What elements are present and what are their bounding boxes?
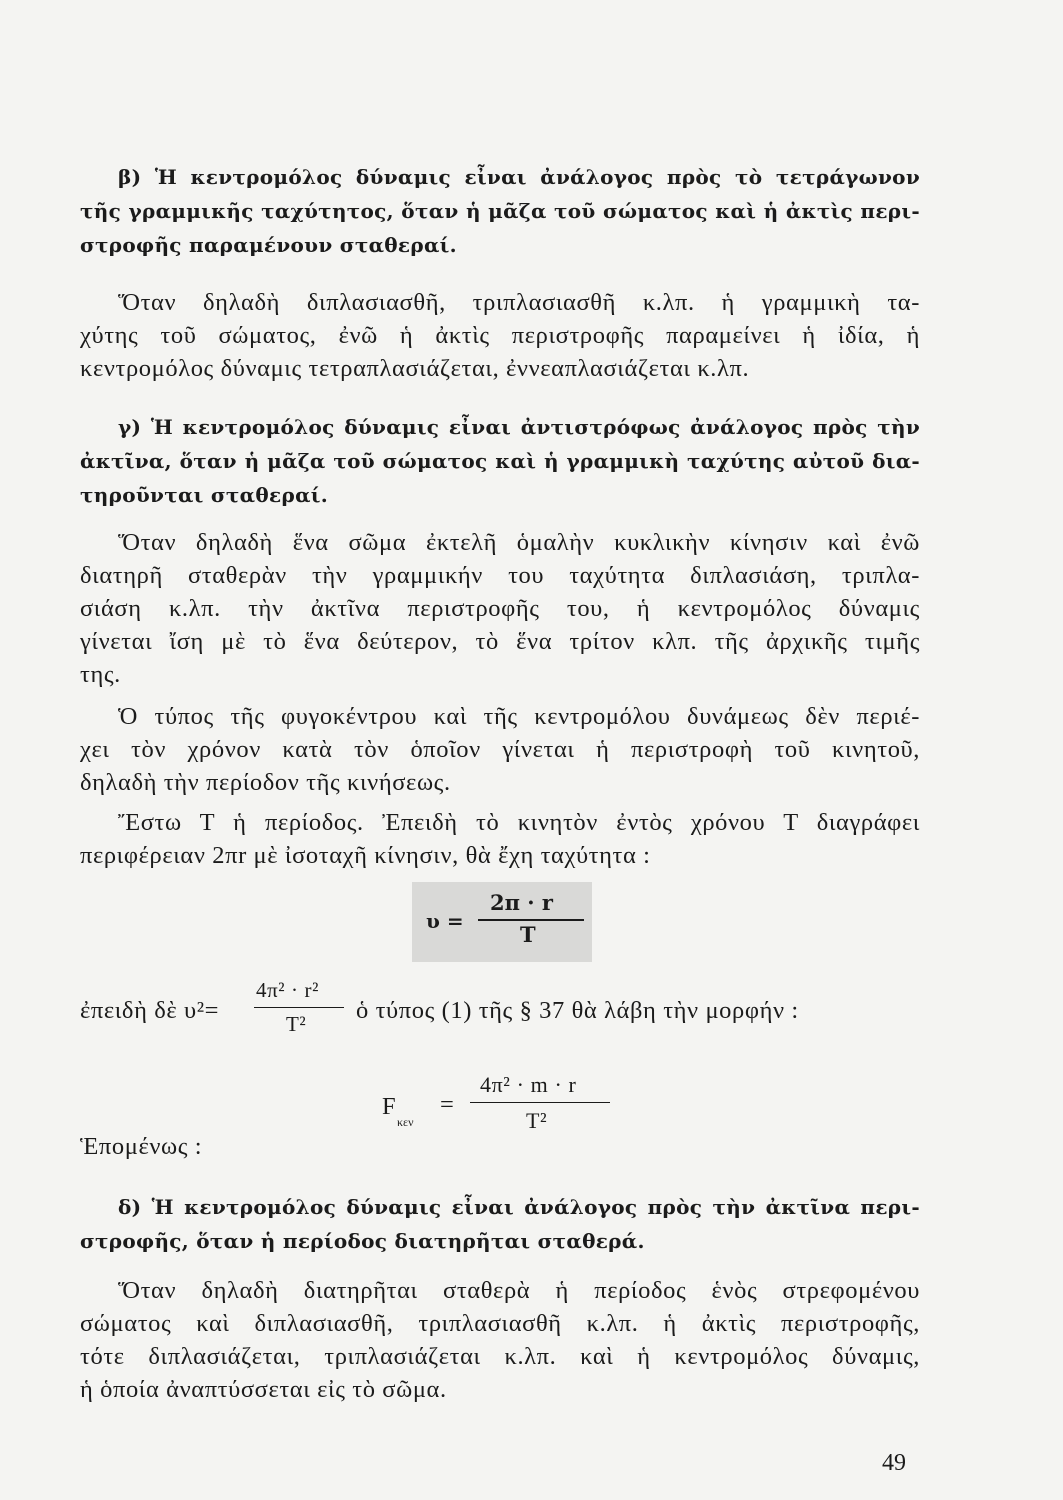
paragraph-1: [80, 286, 920, 385]
paragraph-2: [80, 526, 920, 691]
text-line: Ἔστω Τ ἡ περίοδος. Ἐπειδὴ τὸ κινητὸν ἐντὸς χρόνου Τ διαγράφει: [118, 809, 920, 836]
text-line: κεντρομόλος δύναμις τετραπλασιάζεται, ἐννεαπλασιάζεται κ.λπ.: [80, 355, 750, 382]
formula-denominator: T: [520, 922, 536, 947]
text-line: χει τὸν χρόνον κατὰ τὸν ὁποῖον γίνεται ἡ περιστροφὴ τοῦ κινητοῦ,: [80, 736, 920, 763]
text-line: διατηρῆ σταθερὰν τὴν γραμμικήν του ταχύτητα διπλασιάση, τριπλα-: [80, 562, 920, 589]
paragraph-4: [80, 806, 920, 872]
text-line: Ὅταν δηλαδὴ ἕνα σῶμα ἐκτελῆ ὁμαλὴν κυκλικὴν κίνησιν καὶ ἐνῶ: [118, 529, 920, 556]
text-line: ἡ ὁποία ἀναπτύσσεται εἰς τὸ σῶμα.: [80, 1376, 447, 1403]
epomenos-label: [80, 1130, 920, 1163]
text-line: της.: [80, 661, 121, 688]
velocity-formula: [412, 882, 592, 962]
force-numerator: 4π² · m · r: [480, 1072, 577, 1097]
paragraph-gamma: [80, 410, 920, 512]
force-symbol: F: [382, 1093, 397, 1120]
force-subscript: κεν: [397, 1115, 414, 1129]
fraction-bar: [478, 919, 584, 921]
epeidi-numerator: 4π² · r²: [256, 978, 319, 1002]
formula-lhs: υ =: [426, 909, 464, 933]
text-line: Ὅταν δηλαδὴ διατηρῆται σταθερὰ ἡ περίοδος ἑνὸς στρεφομένου: [118, 1277, 920, 1304]
fraction-bar: [470, 1102, 610, 1103]
page-number: 49: [882, 1450, 906, 1476]
text-line: Ἑπομένως :: [80, 1133, 203, 1160]
paragraph-beta: [80, 160, 920, 262]
text-line: ἀκτῖνα, ὅταν ἡ μᾶζα τοῦ σώματος καὶ ἡ γραμμικὴ ταχύτης αὐτοῦ δια-: [80, 449, 920, 473]
text-line: δηλαδὴ τὴν περίοδον τῆς κινήσεως.: [80, 769, 451, 796]
text-line: στροφῆς παραμένουν σταθεραί.: [80, 233, 457, 257]
force-denominator: T²: [526, 1108, 548, 1133]
text-line: σιάση κ.λπ. τὴν ἀκτῖνα περιστροφῆς του, ἡ κεντρομόλος δύναμις: [80, 595, 920, 622]
text-line: Ὅταν δηλαδὴ διπλασιασθῆ, τριπλασιασθῆ κ.λπ. ἡ γραμμικὴ τα-: [118, 289, 920, 316]
epeidi-suffix: ὁ τύπος (1) τῆς § 37 θὰ λάβη τὴν μορφήν :: [356, 997, 799, 1024]
epeidi-prefix: ἐπειδὴ δὲ υ²=: [80, 997, 220, 1024]
paragraph-3: [80, 700, 920, 799]
text-line: περιφέρειαν 2πr μὲ ἰσοταχῆ κίνησιν, θὰ ἔχη ταχύτητα :: [80, 842, 651, 869]
epeidi-denominator: T²: [286, 1012, 307, 1036]
text-line: τῆς γραμμικῆς ταχύτητος, ὅταν ἡ μᾶζα τοῦ σώματος καὶ ἡ ἀκτὶς περι-: [80, 199, 920, 223]
text-line: σώματος καὶ διπλασιασθῆ, τριπλασιασθῆ κ.λπ. ἡ ἀκτὶς περιστροφῆς,: [80, 1310, 920, 1337]
text-line: χύτης τοῦ σώματος, ἐνῶ ἡ ἀκτὶς περιστροφῆς παραμείνει ἡ ἰδία, ἡ: [80, 322, 920, 349]
text-line: στροφῆς, ὅταν ἡ περίοδος διατηρῆται σταθερά.: [80, 1229, 645, 1253]
paragraph-delta: [80, 1190, 920, 1258]
epeidi-line: [80, 972, 920, 1052]
text-line: γ) Ἡ κεντρομόλος δύναμις εἶναι ἀντιστρόφως ἀνάλογος πρὸς τὴν: [118, 415, 920, 439]
text-line: τηροῦνται σταθεραί.: [80, 483, 329, 507]
force-equals: =: [440, 1091, 455, 1118]
text-line: Ὁ τύπος τῆς φυγοκέντρου καὶ τῆς κεντρομόλου δυνάμεως δὲν περιέ-: [118, 703, 920, 730]
text-line: γίνεται ἴση μὲ τὸ ἕνα δεύτερον, τὸ ἕνα τρίτον κλπ. τῆς ἀρχικῆς τιμῆς: [80, 628, 920, 655]
text-line: β) Ἡ κεντρομόλος δύναμις εἶναι ἀνάλογος πρὸς τὸ τετράγωνον: [118, 165, 920, 189]
text-line: τότε διπλασιάζεται, τριπλασιάζεται κ.λπ. καὶ ἡ κεντρομόλος δύναμις,: [80, 1343, 920, 1370]
paragraph-5: [80, 1274, 920, 1406]
text-line: δ) Ἡ κεντρομόλος δύναμις εἶναι ἀνάλογος πρὸς τὴν ἀκτῖνα περι-: [118, 1195, 920, 1219]
formula-numerator: 2π · r: [490, 890, 553, 915]
